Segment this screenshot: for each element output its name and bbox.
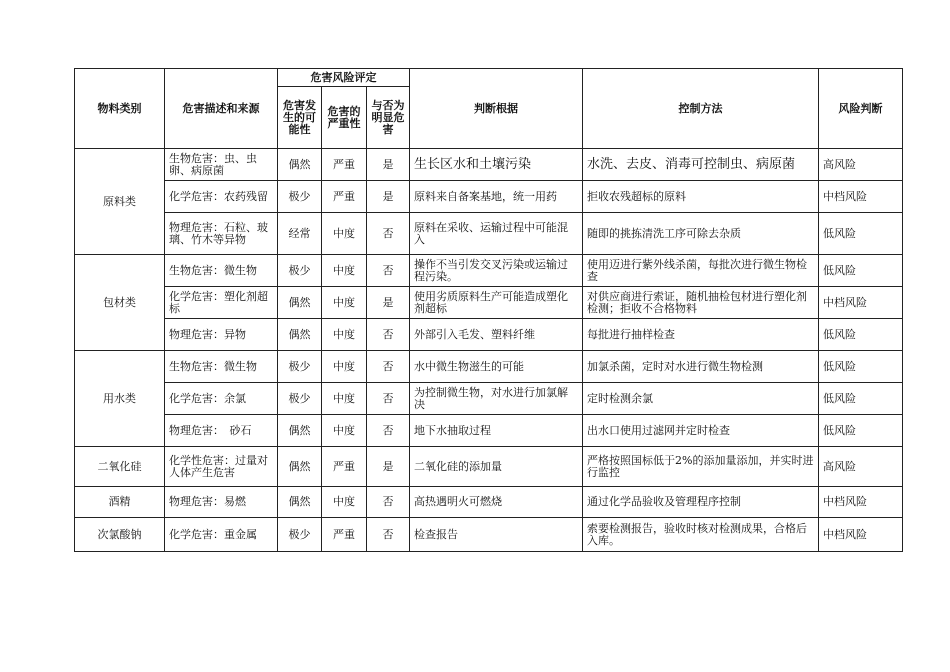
risk-cell: 中档风险 (819, 487, 903, 518)
category-cell: 次氯酸钠 (75, 518, 165, 552)
control-cell: 索要检测报告，验收时核对检测成果，合格后入库。 (583, 518, 819, 552)
table-row (75, 149, 903, 181)
table-row (75, 213, 903, 255)
significant-cell: 否 (367, 383, 410, 415)
likelihood-cell: 极少 (278, 181, 322, 213)
header-basis: 判断根据 (410, 69, 583, 149)
significant-cell: 否 (367, 255, 410, 287)
control-cell: 使用迈进行紫外线杀菌，每批次进行微生物检查 (583, 255, 819, 287)
table-row (75, 351, 903, 383)
severity-cell: 严重 (322, 447, 367, 487)
control-cell: 通过化学品验收及管理程序控制 (583, 487, 819, 518)
header-significant: 与否为明显危害 (367, 87, 410, 149)
control-cell: 严格按照国标低于2%的添加量添加，并实时进行监控 (583, 447, 819, 487)
control-cell: 水洗、去皮、消毒可控制虫、病原菌 (583, 149, 819, 181)
header-likelihood: 危害发生的可能性 (278, 87, 322, 149)
header-severity: 危害的严重性 (322, 87, 367, 149)
table-row (75, 518, 903, 552)
basis-cell: 为控制微生物，对水进行加氯解决 (410, 383, 583, 415)
risk-cell: 高风险 (819, 447, 903, 487)
header-description: 危害描述和来源 (165, 69, 278, 149)
hazard-cell: 物理危害：易燃 (165, 487, 278, 518)
likelihood-cell: 偶然 (278, 415, 322, 447)
hazard-cell: 物理危害： 砂石 (165, 415, 278, 447)
table-row (75, 447, 903, 487)
risk-cell: 低风险 (819, 213, 903, 255)
table-row (75, 415, 903, 447)
control-cell: 定时检测余氯 (583, 383, 819, 415)
risk-cell: 低风险 (819, 383, 903, 415)
severity-cell: 严重 (322, 181, 367, 213)
severity-cell: 中度 (322, 487, 367, 518)
control-cell: 拒收农残超标的原料 (583, 181, 819, 213)
basis-cell: 水中微生物滋生的可能 (410, 351, 583, 383)
hazard-cell: 生物危害：微生物 (165, 351, 278, 383)
significant-cell: 是 (367, 447, 410, 487)
significant-cell: 否 (367, 415, 410, 447)
significant-cell: 否 (367, 518, 410, 552)
risk-cell: 低风险 (819, 351, 903, 383)
hazard-cell: 生物危害：微生物 (165, 255, 278, 287)
risk-cell: 低风险 (819, 255, 903, 287)
header-risk-evaluation: 危害风险评定 (278, 69, 410, 87)
header-row-1 (75, 69, 903, 87)
hazard-cell: 物理危害：石粒、玻璃、竹木等异物 (165, 213, 278, 255)
severity-cell: 中度 (322, 213, 367, 255)
hazard-cell: 化学性危害：过量对人体产生危害 (165, 447, 278, 487)
likelihood-cell: 极少 (278, 255, 322, 287)
severity-cell: 中度 (322, 383, 367, 415)
basis-cell: 使用劣质原料生产可能造成塑化剂超标 (410, 287, 583, 319)
significant-cell: 否 (367, 487, 410, 518)
header-control: 控制方法 (583, 69, 819, 149)
likelihood-cell: 偶然 (278, 487, 322, 518)
severity-cell: 中度 (322, 287, 367, 319)
severity-cell: 中度 (322, 255, 367, 287)
table-row (75, 319, 903, 351)
control-cell: 随即的挑拣清洗工序可除去杂质 (583, 213, 819, 255)
risk-cell: 中档风险 (819, 181, 903, 213)
table-row (75, 383, 903, 415)
hazard-cell: 化学危害：农药残留 (165, 181, 278, 213)
severity-cell: 严重 (322, 149, 367, 181)
risk-cell: 中档风险 (819, 287, 903, 319)
severity-cell: 中度 (322, 351, 367, 383)
category-cell: 用水类 (75, 351, 165, 447)
likelihood-cell: 极少 (278, 383, 322, 415)
risk-cell: 低风险 (819, 415, 903, 447)
header-risk-judgement: 风险判断 (819, 69, 903, 149)
significant-cell: 是 (367, 287, 410, 319)
category-cell: 原料类 (75, 149, 165, 255)
likelihood-cell: 偶然 (278, 287, 322, 319)
hazard-cell: 化学危害：塑化剂超标 (165, 287, 278, 319)
control-cell: 出水口使用过滤网并定时检查 (583, 415, 819, 447)
severity-cell: 严重 (322, 518, 367, 552)
significant-cell: 否 (367, 319, 410, 351)
category-cell: 包材类 (75, 255, 165, 351)
category-cell: 二氧化硅 (75, 447, 165, 487)
risk-cell: 中档风险 (819, 518, 903, 552)
control-cell: 加氯杀菌，定时对水进行微生物检测 (583, 351, 819, 383)
risk-cell: 高风险 (819, 149, 903, 181)
significant-cell: 是 (367, 181, 410, 213)
basis-cell: 原料来自备案基地，统一用药 (410, 181, 583, 213)
likelihood-cell: 极少 (278, 351, 322, 383)
hazard-analysis-table (74, 68, 903, 552)
hazard-cell: 物理危害：异物 (165, 319, 278, 351)
hazard-cell: 化学危害：重金属 (165, 518, 278, 552)
likelihood-cell: 偶然 (278, 319, 322, 351)
category-cell: 酒精 (75, 487, 165, 518)
severity-cell: 中度 (322, 319, 367, 351)
header-category: 物料类别 (75, 69, 165, 149)
likelihood-cell: 偶然 (278, 447, 322, 487)
table-row (75, 487, 903, 518)
control-cell: 每批进行抽样检查 (583, 319, 819, 351)
basis-cell: 高热遇明火可燃烧 (410, 487, 583, 518)
significant-cell: 否 (367, 351, 410, 383)
basis-cell: 二氧化硅的添加量 (410, 447, 583, 487)
likelihood-cell: 极少 (278, 518, 322, 552)
basis-cell: 生长区水和土壤污染 (410, 149, 583, 181)
control-cell: 对供应商进行索证，随机抽检包材进行塑化剂检测；拒收不合格物料 (583, 287, 819, 319)
basis-cell: 操作不当引发交叉污染或运输过程污染。 (410, 255, 583, 287)
basis-cell: 检查报告 (410, 518, 583, 552)
table-row (75, 181, 903, 213)
likelihood-cell: 偶然 (278, 149, 322, 181)
likelihood-cell: 经常 (278, 213, 322, 255)
significant-cell: 否 (367, 213, 410, 255)
table-row (75, 255, 903, 287)
hazard-cell: 生物危害：虫、虫卵、病原菌 (165, 149, 278, 181)
basis-cell: 原料在采收、运输过程中可能混入 (410, 213, 583, 255)
table-row (75, 287, 903, 319)
basis-cell: 地下水抽取过程 (410, 415, 583, 447)
hazard-cell: 化学危害：余氯 (165, 383, 278, 415)
basis-cell: 外部引入毛发、塑料纤维 (410, 319, 583, 351)
severity-cell: 中度 (322, 415, 367, 447)
risk-cell: 低风险 (819, 319, 903, 351)
significant-cell: 是 (367, 149, 410, 181)
